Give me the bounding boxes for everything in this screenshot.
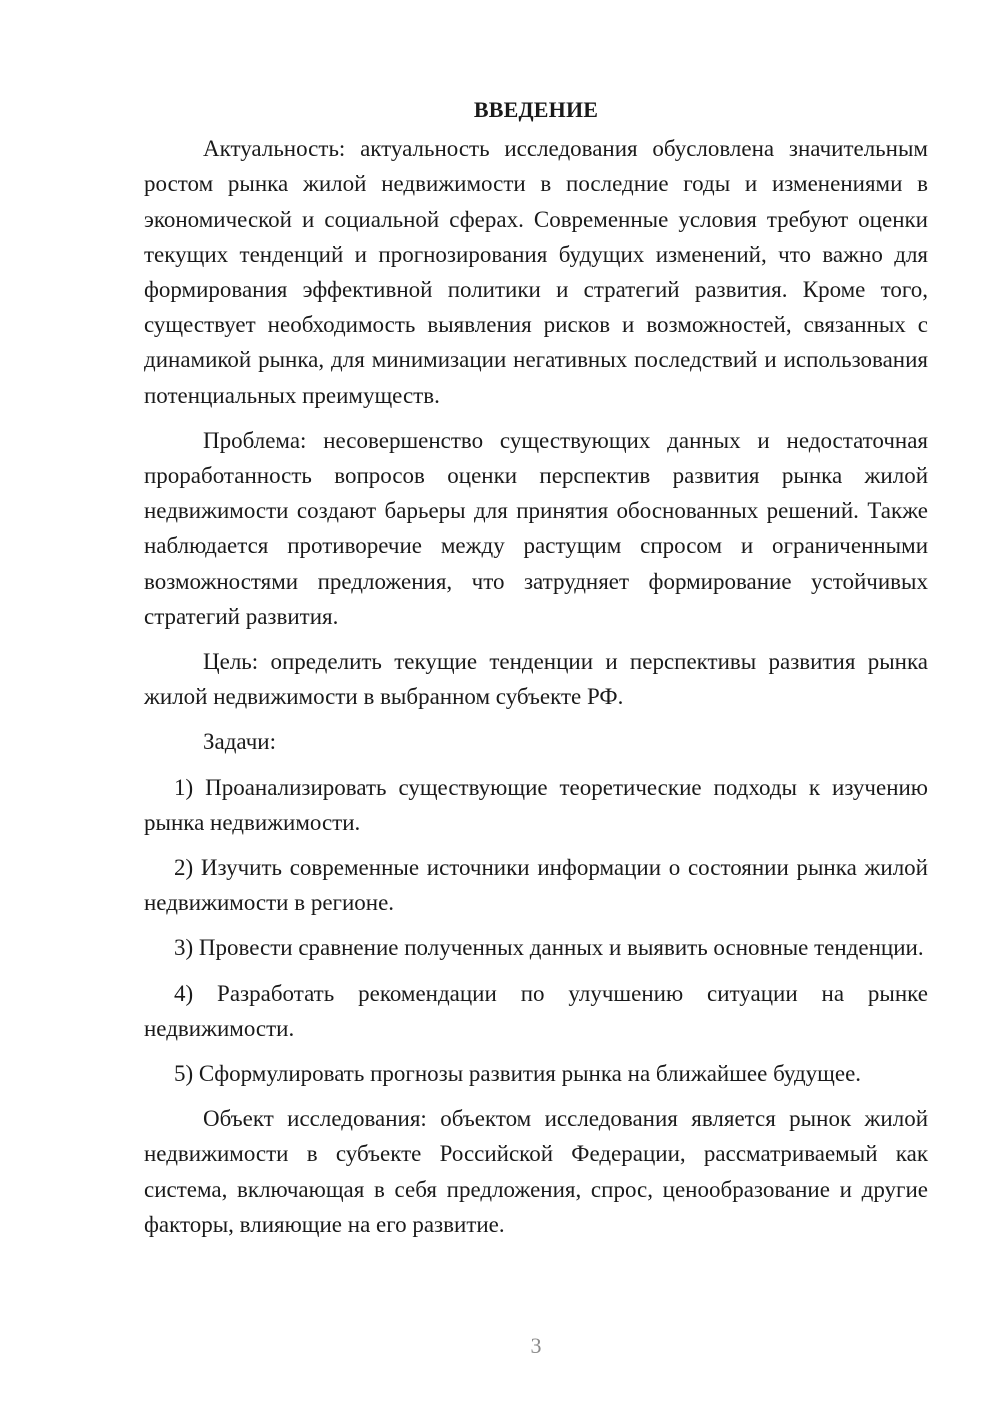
page-number: 3 bbox=[530, 1333, 542, 1358]
problem-paragraph: Проблема: несовершенство существующих данных и недостаточная проработанность вопросов оценки перспектив развития рынка жилой недвижимости создают барьеры для принятия обоснованных решений. Также наблюдается противоречие между растущим спросом и ограниченными возможностями предложения, что затрудняет формирование устойчивых стратегий развития. bbox=[144, 427, 928, 629]
tasks-heading: Задачи: bbox=[203, 729, 276, 755]
goal-paragraph: Цель: определить текущие тенденции и перспективы развития рынка жилой недвижимости в выбранном субъекте РФ. bbox=[144, 649, 928, 710]
task-item-5: 5) Сформулировать прогнозы развития рынка на ближайшее будущее. bbox=[174, 1061, 862, 1087]
task-item-3: 3) Провести сравнение полученных данных и выявить основные тенденции. bbox=[174, 935, 924, 961]
section-title: ВВЕДЕНИЕ bbox=[473, 97, 599, 122]
relevance-paragraph: Актуальность: актуальность исследования обусловлена значительным ростом рынка жилой недвижимости в последние годы и изменениями в экономической и социальной сферах. Современные условия требуют оценки текущих тенденций и прогнозирования будущих изменений, что важно для формирования эффективной политики и стратегий развития. Кроме того, существует необходимость выявления рисков и возможностей, связанных с динамикой рынка, для минимизации негативных последствий и использования потенциальных преимуществ. bbox=[144, 136, 928, 408]
task-item-1: 1) Проанализировать существующие теоретические подходы к изучению рынка недвижимости. bbox=[144, 774, 928, 835]
task-item-2: 2) Изучить современные источники информации о состоянии рынка жилой недвижимости в регионе. bbox=[144, 855, 928, 916]
page-content bbox=[144, 92, 928, 1242]
task-item-4: 4) Разработать рекомендации по улучшению ситуации на рынке недвижимости. bbox=[144, 980, 928, 1041]
object-paragraph: Объект исследования: объектом исследования является рынок жилой недвижимости в субъекте Российской Федерации, рассматриваемый как система, включающая в себя предложения, спрос, ценообразование и другие факторы, влияющие на его развитие. bbox=[144, 1106, 928, 1237]
